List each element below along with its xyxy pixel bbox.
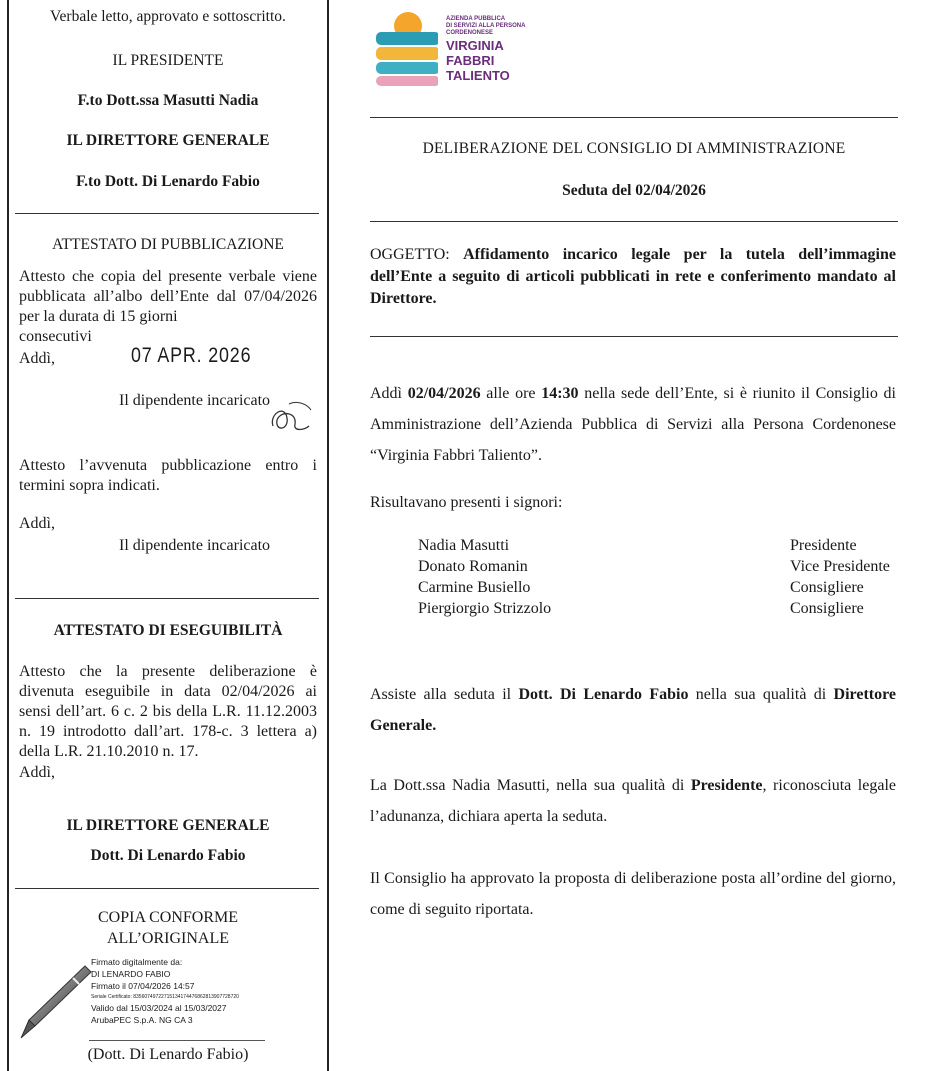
left-column	[7, 0, 329, 1071]
logo-small-line: CORDENONESE	[446, 30, 494, 36]
avvenuta-text: Attesto l’avvenuta pubblicazione entro i termini sopra indicati.	[19, 457, 317, 494]
divider	[15, 598, 319, 599]
logo-small-line: DI SERVIZI ALLA PERSONA	[446, 23, 526, 29]
logo-small-line: AZIENDA PUBBLICA	[446, 16, 506, 22]
direttore-name: Dott. Di Lenardo Fabio	[518, 686, 689, 703]
signature-serial: Seriale Certificato: 83560749722715134174476862813907728720	[91, 994, 239, 1000]
riunione-paragraph	[370, 378, 896, 471]
member-row	[418, 598, 908, 619]
direttore-role: Direttore Generale.	[370, 686, 897, 734]
signature-line: Firmato digitalmente da:	[91, 957, 183, 967]
pen-icon	[13, 960, 95, 1042]
publication-stamp: 07 APR. 2026	[131, 344, 252, 367]
direttore-name: F.to Dott. Di Lenardo Fabio	[76, 173, 260, 190]
eseguibilita-text: Attesto che la presente deliberazione è divenuta eseguibile in data 02/04/2026 ai sensi dell’art. 6 c. 2 bis della L.R. 11.12.2003 n. 19 introdotto dall’art. 178-c. 3 lettera a) della L.R. 21.10.2010 n. 17.	[19, 663, 317, 760]
eseguibilita-title: ATTESTATO DI ESEGUIBILITÀ	[53, 622, 283, 639]
divider	[370, 117, 898, 118]
member-row	[418, 556, 908, 577]
divider	[15, 888, 319, 889]
presidente-name: F.to Dott.ssa Masutti Nadia	[77, 92, 259, 109]
member-role: Consigliere	[790, 600, 864, 617]
member-name: Nadia Masutti	[418, 537, 510, 554]
direttore-title: IL DIRETTORE GENERALE	[66, 132, 270, 149]
direttore-name: Dott. Di Lenardo Fabio	[90, 847, 246, 864]
member-row	[418, 577, 908, 598]
footer-name: (Dott. Di Lenardo Fabio)	[87, 1046, 249, 1063]
document-title: DELIBERAZIONE DEL CONSIGLIO DI AMMINISTRAZIONE	[422, 140, 846, 157]
apertura-paragraph	[370, 770, 896, 832]
session-time: 14:30	[541, 385, 579, 402]
text-span: Addì	[370, 385, 408, 402]
logo-name-line: VIRGINIA	[446, 38, 504, 53]
consecutivi-text: consecutivi	[19, 328, 92, 345]
verbale-text: Verbale letto, approvato e sottoscritto.	[50, 8, 286, 25]
member-row	[418, 535, 908, 556]
logo-name-line: FABBRI	[446, 53, 495, 68]
text-span: La Dott.ssa Nadia Masutti, nella sua qualità di	[370, 777, 691, 794]
oggetto-block: OGGETTO: Affidamento incarico legale per la tutela dell’immagine dell’Ente a seguito di articoli pubblicati in rete e conferimento mandato al Direttore.	[370, 246, 896, 307]
copia-originale: ALL’ORIGINALE	[106, 930, 230, 947]
signature-block	[91, 956, 239, 1026]
text-span: Assiste alla seduta il	[370, 686, 519, 703]
divider	[370, 336, 898, 337]
text-span: alle ore	[480, 385, 542, 402]
handwritten-signature	[267, 396, 315, 440]
approvazione-paragraph: Il Consiglio ha approvato la proposta di deliberazione posta all’ordine del giorno, come di seguito riportata.	[370, 870, 896, 918]
divider	[370, 221, 898, 222]
signature-signer: DI LENARDO FABIO	[91, 969, 171, 979]
signature-date: Firmato il 07/04/2026 14:57	[91, 981, 195, 991]
pubblicazione-title: ATTESTATO DI PUBBLICAZIONE	[52, 236, 284, 253]
member-role: Vice Presidente	[790, 558, 890, 575]
dipendente-incaricato: Il dipendente incaricato	[119, 392, 271, 409]
text-span: , riconosciuta legale l’adunanza, dichiara aperta la seduta.	[370, 777, 896, 825]
logo	[372, 8, 552, 90]
presidente-title: IL PRESIDENTE	[112, 52, 224, 69]
dipendente-incaricato: Il dipendente incaricato	[119, 537, 271, 554]
seduta-date: Seduta del 02/04/2026	[562, 182, 706, 199]
direttore-title: IL DIRETTORE GENERALE	[66, 817, 270, 834]
logo-name-line: TALIENTO	[446, 68, 510, 83]
oggetto-label: OGGETTO	[370, 246, 446, 263]
oggetto-text: Affidamento incarico legale per la tutela dell’immagine dell’Ente a seguito di articoli pubblicati in rete e conferimento mandato al Direttore.	[370, 246, 896, 307]
addi-label: Addì,	[19, 764, 55, 781]
pubblicazione-text: Attesto che copia del presente verbale viene pubblicata all’albo dell’Ente dal 07/04/2026 per la durata di 15 giorni	[19, 268, 317, 325]
member-name: Donato Romanin	[418, 558, 528, 575]
presidente-role: Presidente	[690, 777, 763, 794]
assiste-paragraph	[370, 679, 896, 741]
logo-mark	[376, 10, 438, 88]
member-role: Consigliere	[790, 579, 864, 596]
signature-validity: Valido dal 15/03/2024 al 15/03/2027	[91, 1003, 227, 1013]
member-name: Piergiorgio Strizzolo	[418, 600, 552, 617]
member-role: Presidente	[790, 537, 857, 554]
presenti-label: Risultavano presenti i signori:	[370, 494, 563, 511]
text-span: nella sua qualità di	[688, 686, 834, 703]
text-span: nella sede dell’Ente, si è riunito il Consiglio di Amministrazione dell’Azienda Pubblica di Servizi alla Persona Cordenonese “Virginia Fabbri Taliento”.	[370, 385, 897, 464]
members-table	[418, 535, 908, 619]
member-name: Carmine Busiello	[418, 579, 531, 596]
signature-underline	[89, 1040, 265, 1041]
signature-ca: ArubaPEC S.p.A. NG CA 3	[91, 1015, 193, 1025]
addi-label: Addì,	[19, 350, 55, 367]
copia-conforme: COPIA CONFORME	[97, 909, 239, 926]
session-date: 02/04/2026	[407, 385, 481, 402]
divider	[15, 213, 319, 214]
addi-label: Addì,	[19, 515, 55, 532]
